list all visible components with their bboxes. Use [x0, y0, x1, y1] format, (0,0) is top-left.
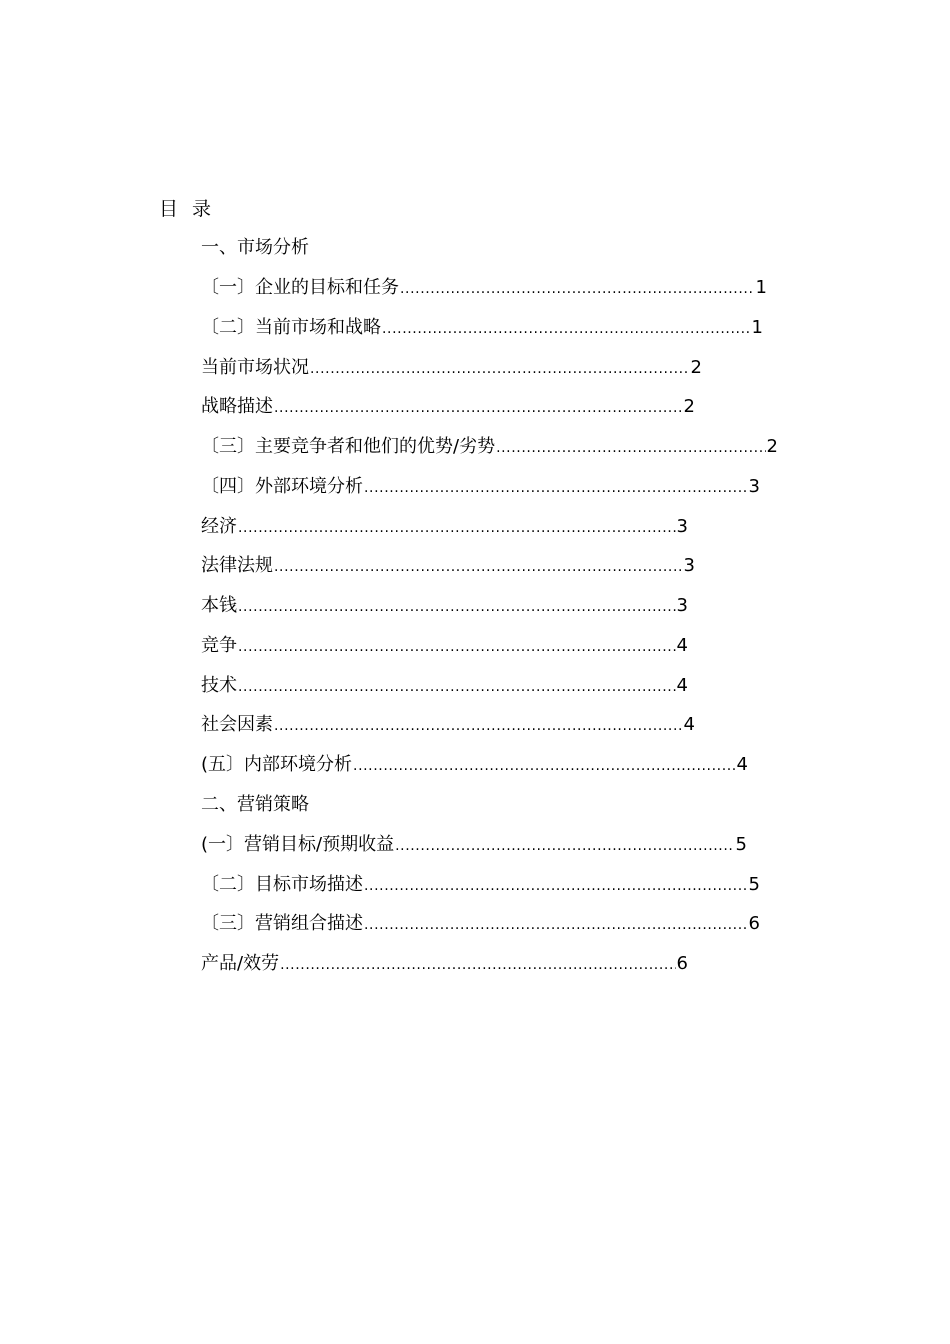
toc-leader-dots: [280, 953, 675, 977]
toc-entry[interactable]: [201, 395, 695, 419]
toc-entry[interactable]: [201, 713, 695, 737]
toc-leader-dots: [395, 834, 734, 858]
toc-entry-label: 竞争: [201, 635, 237, 656]
toc-title: 目录: [159, 198, 226, 220]
toc-section-heading: 二、营销策略: [201, 794, 309, 815]
toc-leader-dots: [353, 754, 736, 778]
toc-entry-page: 3: [676, 595, 688, 616]
toc-entry-label: 本钱: [201, 595, 237, 616]
toc-entry-page: 1: [755, 277, 767, 298]
toc-entry[interactable]: [201, 753, 748, 777]
toc-leader-dots: [310, 357, 690, 381]
toc-entry-page: 4: [676, 635, 688, 656]
toc-entry-page: 5: [735, 834, 747, 855]
toc-entry-page: 2: [766, 436, 778, 457]
toc-leader-dots: [496, 436, 765, 460]
toc-entry-label: 社会因素: [201, 714, 273, 735]
toc-entry-label: 战略描述: [201, 396, 273, 417]
toc-entry-page: 3: [676, 516, 688, 537]
toc-leader-dots: [238, 675, 676, 699]
toc-entry-label: 〔四〕外部环境分析: [201, 476, 363, 497]
toc-entry[interactable]: [201, 435, 778, 459]
toc-leader-dots: [238, 595, 676, 619]
toc-entry-label: 〔二〕当前市场和战略: [201, 317, 381, 338]
toc-leader-dots: [364, 913, 748, 937]
toc-leader-dots: [238, 635, 676, 659]
toc-entry-page: 6: [748, 913, 760, 934]
toc-entry-page: 4: [683, 714, 695, 735]
toc-entry[interactable]: [201, 833, 747, 857]
toc-leader-dots: [238, 516, 676, 540]
toc-entry[interactable]: [201, 554, 695, 578]
toc-entry-label: 〔三〕营销组合描述: [201, 913, 363, 934]
toc-entry-page: 1: [751, 317, 763, 338]
toc-entry-label: 法律法规: [201, 555, 273, 576]
toc-entry-page: 3: [748, 476, 760, 497]
toc-entry-label: 〔三〕主要竞争者和他们的优势/劣势: [201, 436, 496, 457]
toc-entry-label: 产品/效劳: [201, 953, 280, 974]
toc-leader-dots: [382, 317, 751, 341]
toc-entry-page: 2: [690, 357, 702, 378]
toc-entry-page: 4: [676, 675, 688, 696]
toc-entry-page: 6: [676, 953, 688, 974]
toc-entry[interactable]: [201, 316, 763, 340]
toc-entry-label: (一〕营销目标/预期收益: [201, 834, 395, 855]
toc-entry-label: 经济: [201, 516, 237, 537]
toc-entry-page: 3: [683, 555, 695, 576]
toc-entry[interactable]: [201, 873, 760, 897]
toc-entry[interactable]: [201, 952, 688, 976]
toc-entry[interactable]: [201, 356, 702, 380]
toc-entry-label: 当前市场状况: [201, 357, 309, 378]
toc-entry-page: 4: [736, 754, 748, 775]
toc-entry-page: 2: [683, 396, 695, 417]
toc-entry[interactable]: [201, 515, 688, 539]
toc-entry[interactable]: [201, 912, 760, 936]
toc-entry-label: 〔二〕目标市场描述: [201, 874, 363, 895]
toc-section-heading: 一、市场分析: [201, 237, 309, 258]
toc-leader-dots: [364, 874, 748, 898]
toc-entry[interactable]: [201, 475, 760, 499]
toc-leader-dots: [364, 476, 748, 500]
toc-leader-dots: [274, 396, 683, 420]
toc-entry[interactable]: [201, 674, 688, 698]
toc-leader-dots: [274, 714, 683, 738]
toc-entry[interactable]: [201, 276, 767, 300]
toc-entry-page: 5: [748, 874, 760, 895]
toc-entry-label: 技术: [201, 675, 237, 696]
toc-entry[interactable]: [201, 634, 688, 658]
toc-leader-dots: [274, 555, 683, 579]
toc-leader-dots: [400, 277, 755, 301]
toc-entry-label: (五〕内部环境分析: [201, 754, 353, 775]
toc-entry-label: 〔一〕企业的目标和任务: [201, 277, 399, 298]
toc-entry[interactable]: [201, 594, 688, 618]
